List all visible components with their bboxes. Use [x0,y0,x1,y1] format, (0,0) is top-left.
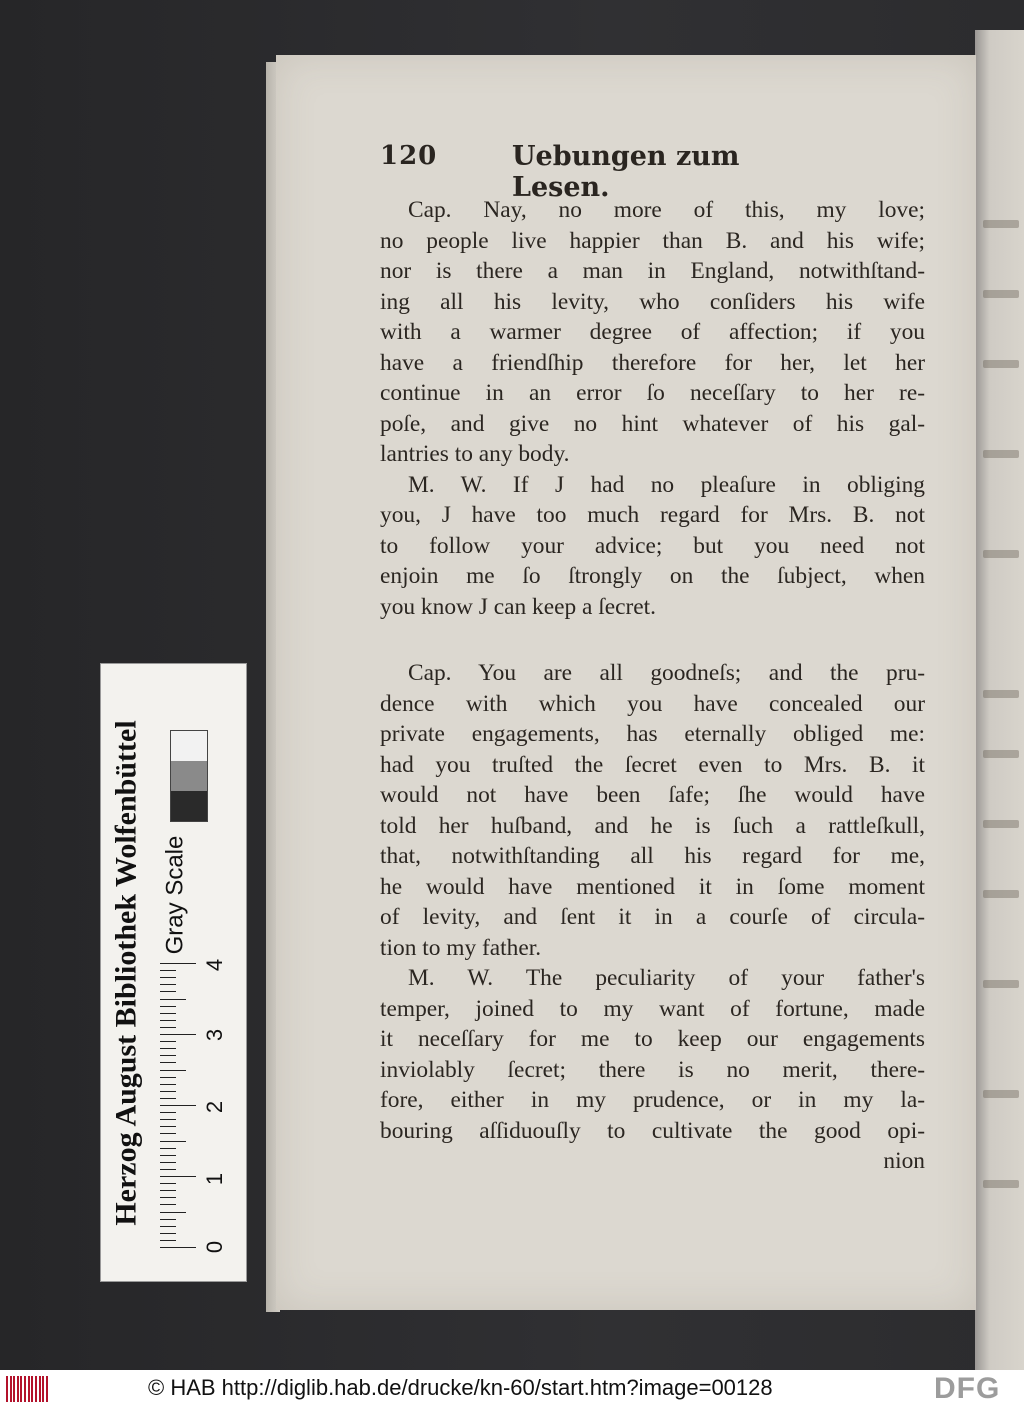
ruler-tick [160,1162,176,1163]
ruler-tick [160,1212,186,1213]
text-line: M. W. If J had no pleaſure in obliging [408,471,925,498]
text-line: inviolably ſecret; there is no merit, there- [380,1056,925,1083]
swatch-light [171,731,207,761]
book-page [276,55,976,1310]
text-line: tion to my father. [380,934,542,961]
ruler-tick [160,984,176,985]
adjacent-page-strip [975,30,1024,1370]
footer-bar [0,1370,1024,1408]
text-line: you know J can keep a ſecret. [380,593,657,620]
ruler-tick [160,1133,176,1134]
gray-scale-label: Gray Scale [161,835,188,955]
catchword: nion [883,1148,925,1174]
text-line: bouring aſſiduouſly to cultivate the good opi- [380,1117,925,1144]
paragraph [380,470,925,623]
paragraph [380,195,925,470]
text-line: ing all his levity, who conſiders his wife [380,288,925,315]
institution-label: Herzog August Bibliothek Wolfenbüttel [110,719,144,1226]
text-line: of levity, and ſent it in a courſe of circula- [380,904,925,930]
text-line: told her huſband, and he is ſuch a rattleſkull, [380,812,925,839]
text-line: temper, joined to my want of fortune, made [380,995,925,1022]
swatch-dark [171,791,207,821]
ruler-tick [160,1204,176,1205]
swatch-mid [171,761,207,791]
ruler-tick [160,1077,176,1078]
paragraph [380,963,925,1146]
ruler-tick [160,1226,176,1227]
ruler-number: 4 [202,958,227,972]
ruler-tick [160,1247,196,1248]
ruler-tick [160,1119,176,1120]
ruler-tick [160,1041,176,1042]
text-line: Cap. You are all goodneſs; and the pru- [408,660,925,686]
ruler-tick [160,963,196,964]
ruler-tick [160,1141,186,1142]
text-line: would not have been ſafe; ſhe would have [380,782,925,808]
ruler-tick [160,991,176,992]
ruler-tick [160,999,186,1000]
text-line: it neceſſary for me to keep our engagements [380,1026,925,1052]
ruler-tick [160,1148,176,1149]
running-head [380,141,820,203]
ruler-tick [160,1098,176,1099]
ruler-tick [160,1020,176,1021]
text-line: nor is there a man in England, notwithſtand- [380,258,925,284]
ruler-tick [160,1062,176,1063]
ruler-tick [160,1219,176,1220]
text-line: dence with which you have concealed our [380,690,925,717]
body-text [380,195,925,1177]
ruler-tick [160,1126,176,1127]
ruler-tick [160,1070,186,1071]
ruler-tick [160,1190,176,1191]
text-line: you, J have too much regard for Mrs. B. not [380,502,925,528]
text-line: that, notwithſtanding all his regard for me, [380,843,925,869]
text-line: he would have mentioned it in ſome moment [380,873,925,900]
text-line: private engagements, has eternally obliged me: [380,721,925,747]
text-line: M. W. The peculiarity of your father's [408,965,925,991]
paragraph [380,658,925,963]
ruler-tick [160,970,176,971]
ruler-tick [160,1055,176,1056]
text-line: poſe, and give no hint whatever of his gal- [380,410,925,437]
ruler-tick [160,1084,176,1085]
ruler-tick [160,1048,176,1049]
text-line: had you truſted the ſecret even to Mrs. B. it [380,751,925,778]
ruler-tick [160,1197,176,1198]
text-line: Cap. Nay, no more of this, my love; [408,197,925,223]
text-line: no people live happier than B. and his wife; [380,227,925,254]
running-title: Uebungen zum Lesen. [512,141,740,203]
ruler-tick [160,1155,176,1156]
text-line: with a warmer degree of affection; if you [380,319,925,345]
ruler-tick [160,1176,196,1177]
ruler-tick [160,1105,196,1106]
ruler-number: 0 [202,1240,227,1254]
text-line: to follow your advice; but you need not [380,532,925,559]
ruler [160,955,200,1255]
text-line: have a friendſhip therefore for her, let her [380,349,925,376]
text-line: enjoin me ſo ſtrongly on the ſubject, when [380,563,925,589]
ruler-number: 2 [202,1100,227,1114]
dfg-logo: DFG [934,1372,1001,1405]
ruler-tick [160,1013,176,1014]
ruler-tick [160,1233,176,1234]
ruler-tick [160,977,176,978]
ruler-tick [160,1112,176,1113]
page-number: 120 [380,141,438,171]
text-line: continue in an error ſo neceſſary to her re- [380,380,925,406]
ruler-tick [160,1006,176,1007]
ruler-tick [160,1091,176,1092]
text-line: lantries to any body. [380,441,570,467]
ruler-tick [160,1034,196,1035]
ruler-tick [160,1169,176,1170]
text-line: fore, either in my prudence, or in my la- [380,1087,925,1113]
ruler-tick [160,1183,176,1184]
ruler-tick [160,1027,176,1028]
ruler-tick [160,1240,176,1241]
hab-barcode-logo-icon [6,1376,50,1402]
ruler-number: 3 [202,1028,227,1042]
gray-scale-swatches [170,730,208,822]
footer-credit-link[interactable]: © HAB http://diglib.hab.de/drucke/kn-60/start.htm?image=00128 [148,1375,773,1400]
ruler-number: 1 [202,1172,227,1186]
